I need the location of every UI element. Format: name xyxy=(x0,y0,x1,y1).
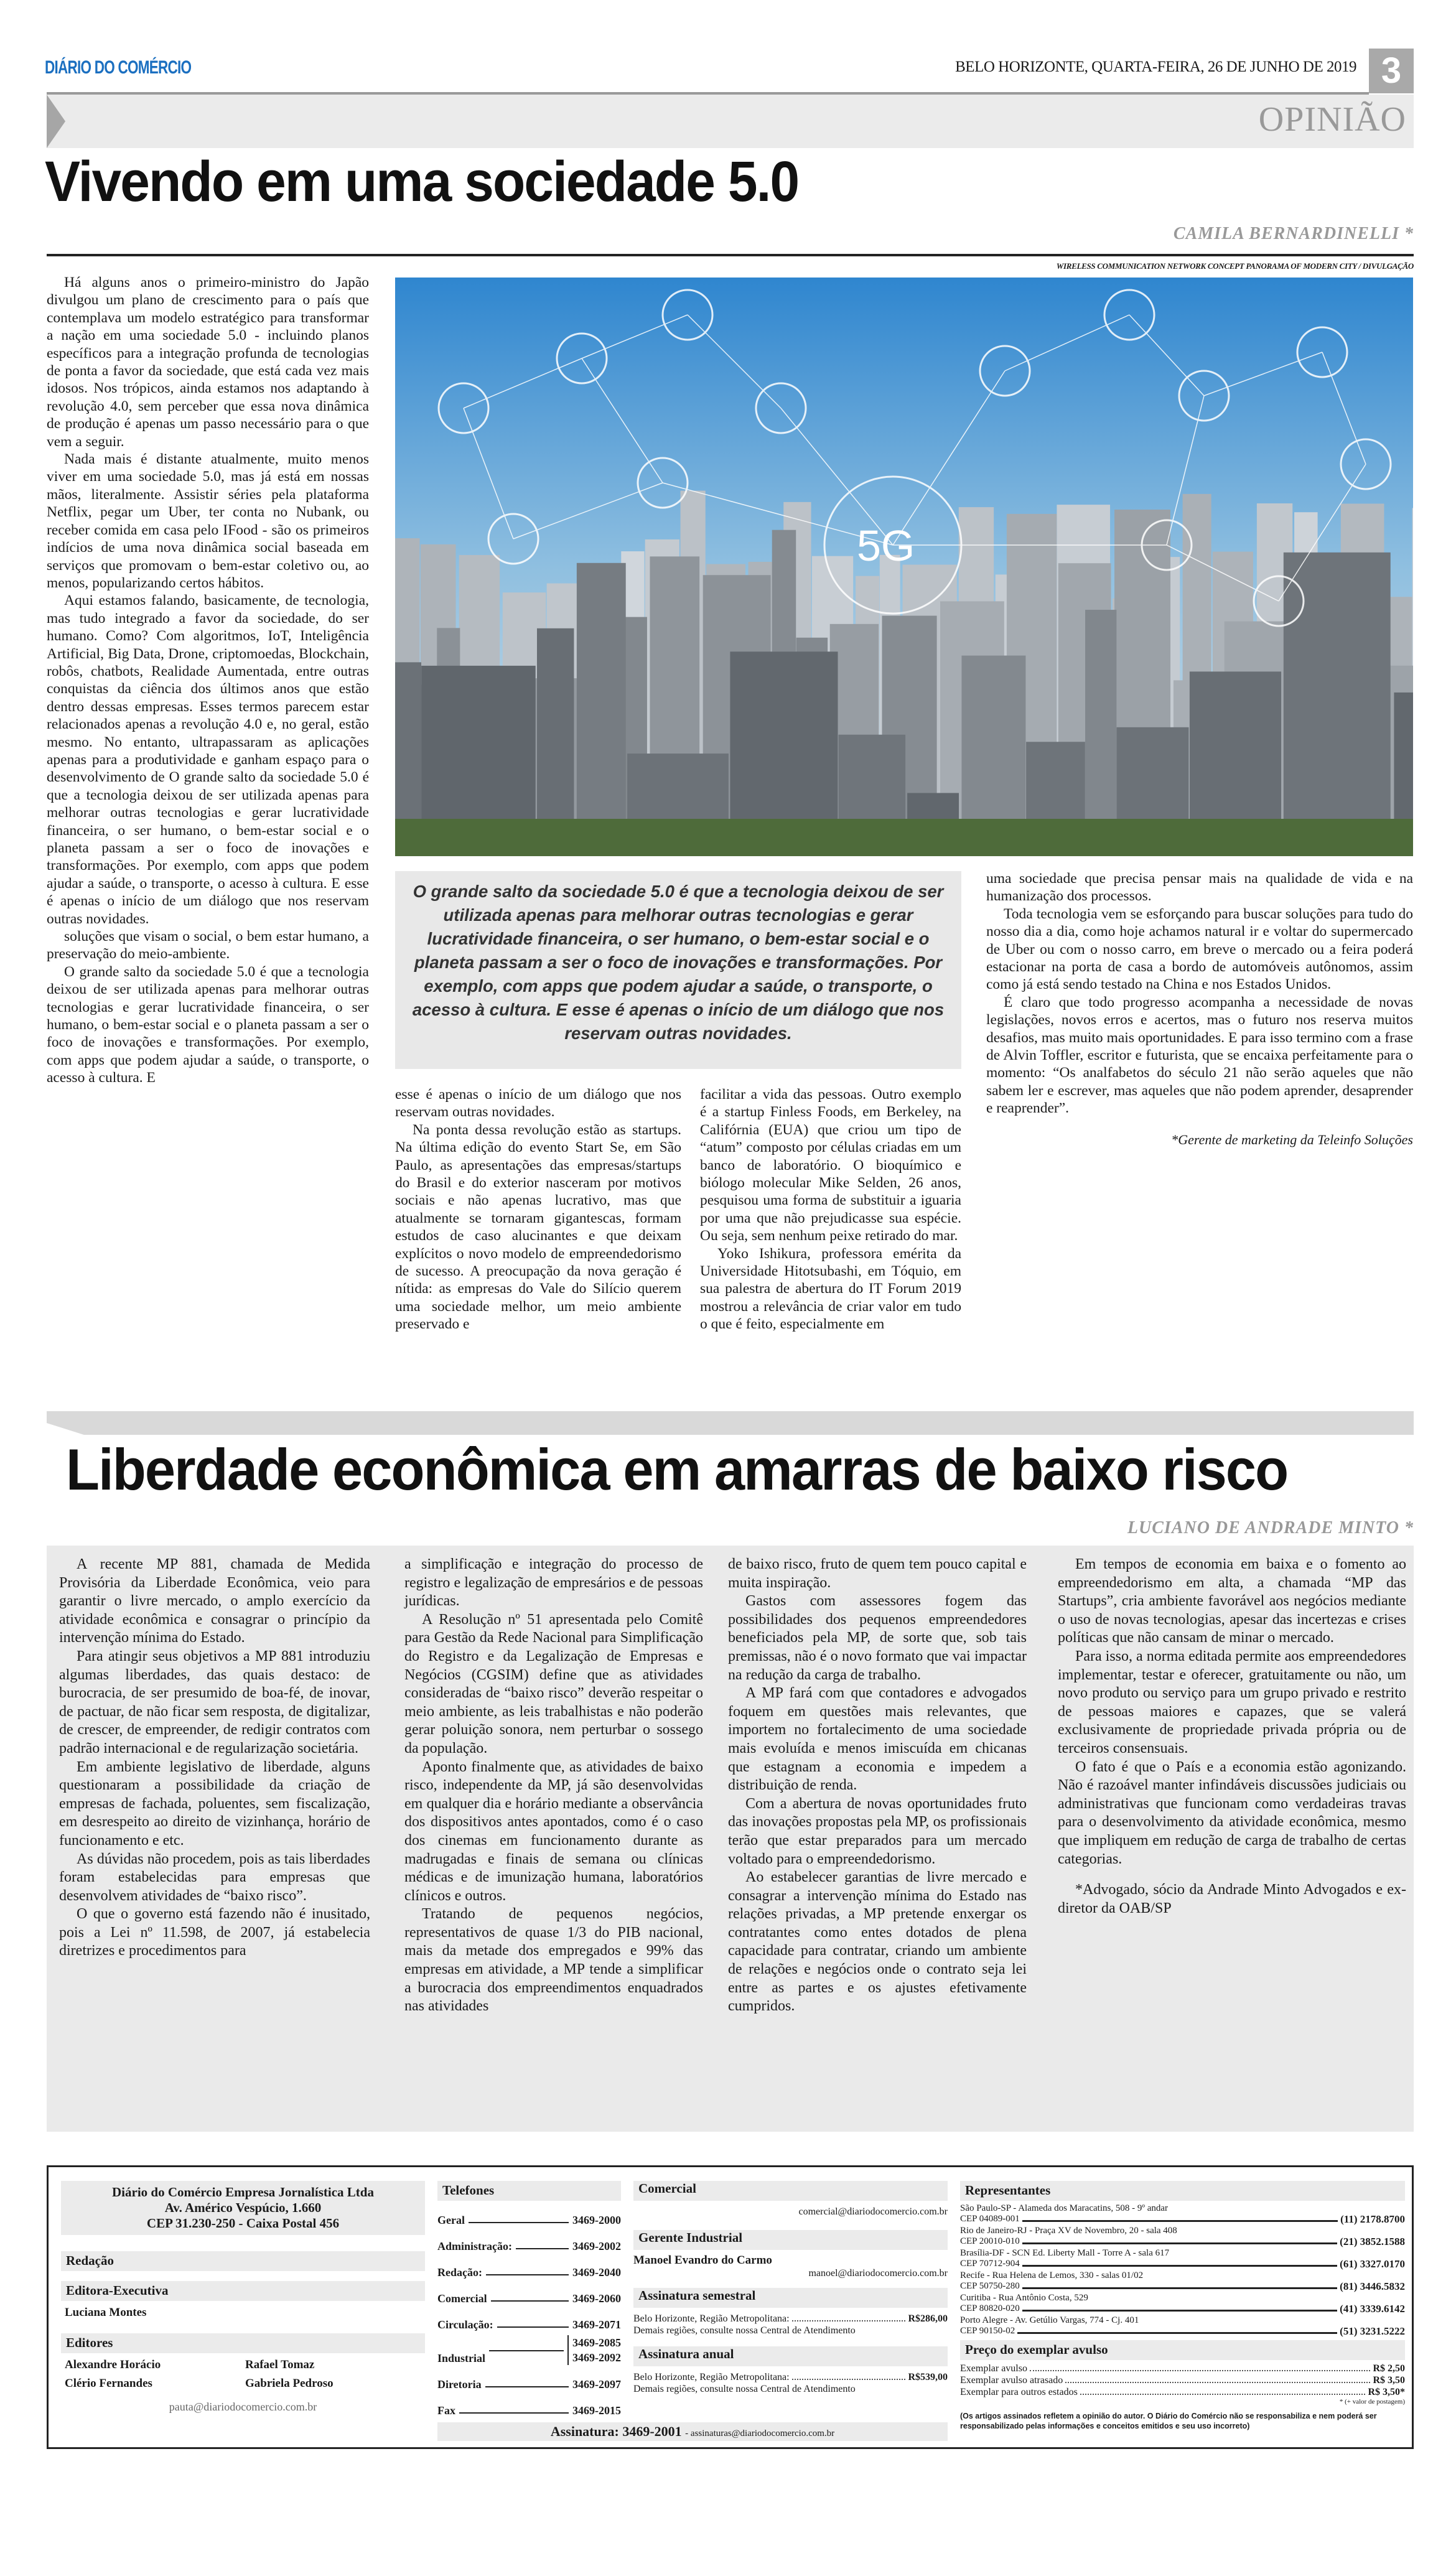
section-title: OPINIÃO xyxy=(1258,100,1406,139)
paragraph: A Resolução nº 51 apresentada pelo Comitê para Gestão da Rede Nacional para Simplificação do Registro e da Legalização de Empresas e Negócios (CGSIM) define que as atividades consideradas de “baixo risco” deverão respeitar o meio ambiente, as leis trabalhistas e não poderão gerar poluição sonora, nem perturbar o sossego da população. xyxy=(404,1611,703,1757)
article-column-2 xyxy=(395,1086,681,1333)
phone-number: 3469-2002 xyxy=(572,2240,621,2252)
rep-phone: (21) 3852.1588 xyxy=(1340,2236,1405,2247)
paragraph: Em ambiente legislativo de liberdade, alguns questionaram a possibilidade da criação de empresas de fachada, poluentes, sem fiscalização, em desrespeito ao direito de vizinhança, horário de funcionamento e etc. xyxy=(59,1758,370,1849)
rep-cep: CEP 80820-020 xyxy=(960,2303,1020,2313)
representative-row xyxy=(960,2203,1405,2224)
editores-heading: Editores xyxy=(61,2333,425,2353)
gerente-heading: Gerente Industrial xyxy=(633,2230,948,2250)
paragraph: Na ponta dessa revolução estão as startups. Na última edição do evento Start Se, em São Paulo, as apresentações das empresas/startups do Brasil e do exterior nasceram por motivos sociais e não apenas lucrativo, mas que atualmente se tornaram gigantescas, formam estudos de caso alucinantes e que deixam explícitos o novo modelo de empreendedorismo de sucesso. A preocupação da nova geração é nítida: as empresas do Vale do Silício querem uma sociedade melhor, um meio ambiente preservado e xyxy=(395,1121,681,1333)
rep-phone: (81) 3446.5832 xyxy=(1340,2280,1405,2292)
price-label: Exemplar avulso xyxy=(960,2363,1027,2374)
page-number: 3 xyxy=(1369,49,1414,93)
editor-name: Clério Fernandes xyxy=(65,2377,152,2390)
other-regions: Demais regiões, consulte nossa Central de Atendimento xyxy=(633,2384,856,2394)
redacao-heading: Redação xyxy=(61,2251,425,2271)
phone-number: 3469-2071 xyxy=(572,2318,621,2331)
phone-row xyxy=(437,2331,621,2365)
phone-number: 3469-2040 xyxy=(572,2266,621,2279)
paragraph: Toda tecnologia vem se esforçando para buscar soluções para tudo do nosso dia a dia, como hoje achamos natural ir e voltar do supermercado de Uber ou com o nosso carro, em breve o mercado ou a feira poderá estacionar na porta de casa a bordo de automóveis autônomos, assim como já está sendo testado na China e nos Estados Unidos. xyxy=(986,905,1413,993)
representative-row xyxy=(960,2315,1405,2336)
author-signature: *Gerente de marketing da Teleinfo Soluções xyxy=(1171,1131,1413,1147)
rep-address: Curitiba - Rua Antônio Costa, 529 xyxy=(960,2293,1088,2303)
paragraph: facilitar a vida das pessoas. Outro exemplo é a startup Finless Foods, em Berkeley, na Califórnia (EUA) que criou um tipo de “atum” composto por células criadas em um banco de laboratório. O bioquímico e biólogo molecular Mike Selden, 26 anos, pesquisou uma forma de substituir a iguaria por uma que não prejudicasse sua espécie. Ou seja, sem nenhum peixe retirado do mar. xyxy=(700,1086,961,1244)
editor-name: Gabriela Pedroso xyxy=(245,2377,334,2390)
rep-cep: CEP 04089-001 xyxy=(960,2214,1020,2224)
rep-phone: (11) 2178.8700 xyxy=(1340,2213,1405,2225)
reps-heading: Representantes xyxy=(960,2181,1405,2201)
paragraph: Há alguns anos o primeiro-ministro do Japão divulgou um plano de crescimento para o país que contemplava um modelo estratégico para transformar a nação em uma sociedade 5.0 - incluindo planos específicos para a integração profunda de tecnologias de ponta a favor da sociedade, que está cada vez mais idosos. Nos trópicos, ainda estamos nos adaptando à revolução 4.0, sem perceber que essa nova dinâmica de produção é apenas um passo necessário para o que vem a seguir. xyxy=(47,274,369,450)
article-column-2 xyxy=(404,1556,703,2016)
phone-row xyxy=(437,2391,621,2417)
rep-address: Recife - Rua Helena de Lemos, 330 - salas 01/02 xyxy=(960,2270,1144,2280)
rep-address: Rio de Janeiro-RJ - Praça XV de Novembro, 20 - sala 408 xyxy=(960,2226,1177,2236)
company-cep: CEP 31.230-250 - Caixa Postal 456 xyxy=(146,2216,340,2231)
paragraph: uma sociedade que precisa pensar mais na qualidade de vida e na humanização dos processos. xyxy=(986,870,1413,905)
newspaper-logo: DIÁRIO DO COMÉRCIO xyxy=(45,57,192,78)
representative-row xyxy=(960,2270,1405,2292)
company-info xyxy=(61,2181,425,2414)
phone-row xyxy=(437,2201,621,2227)
phone-row xyxy=(437,2279,621,2305)
phone-number: 3469-2015 xyxy=(572,2404,621,2417)
phone-label: Circulação: xyxy=(437,2318,493,2331)
photo-credit: WIRELESS COMMUNICATION NETWORK CONCEPT PANORAMA OF MODERN CITY / DIVULGAÇÃO xyxy=(1056,261,1414,271)
author-signature: *Advogado, sócio da Andrade Minto Advogados e ex-diretor da OAB/SP xyxy=(1058,1882,1406,1916)
other-regions: Demais regiões, consulte nossa Central de Atendimento xyxy=(633,2325,856,2336)
price-note: * (+ valor de postagem) xyxy=(1339,2398,1405,2405)
commercial-section xyxy=(633,2181,948,2395)
rep-phone: (61) 3327.0170 xyxy=(1340,2258,1405,2270)
representative-row xyxy=(960,2293,1405,2314)
5g-label: 5G xyxy=(857,521,915,570)
dateline: BELO HORIZONTE, QUARTA-FEIRA, 26 DE JUNHO DE 2019 xyxy=(955,58,1356,75)
article-column-3 xyxy=(700,1086,961,1333)
anual-price: R$539,00 xyxy=(908,2372,948,2382)
phone-row xyxy=(437,2365,621,2391)
paragraph: Aponto finalmente que, as atividades de baixo risco, independente da MP, já são desenvolvidas em qualquer dia e horário mediante a observância dos dispositivos antes apontados, como é o caso dos cinemas em funcionamento durante as madrugadas e finais de semana ou clínicas médicas e de imunização humana, laboratórios clínicos e outros. xyxy=(404,1758,703,1904)
gerente-email[interactable]: manoel@diariodocomercio.com.br xyxy=(808,2268,948,2279)
paragraph: Para atingir seus objetivos a MP 881 introduziu algumas liberdades, das quais destaco: de burocracia, de ser presumido de boa-fé, de inovar, de pactuar, de não ficar sem resposta, de digitalizar, de crescer, de empreender, de redigir contratos com padrão internacional e de regularização societária. xyxy=(59,1648,370,1757)
subscription-email[interactable]: - assinaturas@diariodocomercio.com.br xyxy=(685,2429,835,2438)
paragraph: Para isso, a norma editada permite aos empreendedores implementar, testar e oferecer, gratuitamente ou não, um novo produto ou serviço para um grupo privado e restrito de pessoas maiores e capazes, que se valerá exclusivamente de propriedade privada própria ou de terceiros consensuais. xyxy=(1058,1648,1406,1757)
article-column-1 xyxy=(47,274,369,1087)
anual-heading: Assinatura anual xyxy=(633,2346,948,2366)
article-column-1 xyxy=(59,1556,370,1961)
paragraph: O que o governo está fazendo não é inusitado, pois a Lei nº 11.598, de 2007, já estabelecia diretrizes e procedimentos para xyxy=(59,1906,370,1959)
phone-number: 3469-2097 xyxy=(572,2378,621,2391)
phone-number: 3469-2060 xyxy=(572,2292,621,2305)
phone-label: Comercial xyxy=(437,2292,487,2305)
phone-row xyxy=(437,2305,621,2331)
rep-phone: (41) 3339.6142 xyxy=(1340,2303,1405,2315)
phone-label: Industrial xyxy=(437,2352,486,2364)
paragraph: Nada mais é distante atualmente, muito menos viver em uma sociedade 5.0, mas já está em nossas mãos, literalmente. Assistir séries pela plataforma Netflix, pegar um Uber, ter conta no Nubank, ou receber comida em casa pelo IFood - são os primeiros indícios de uma nova dinâmica social baseada em serviços que promovam o bem-estar coletivo ou, ao menos, popularizando certos hábitos. xyxy=(47,451,369,591)
price-row xyxy=(960,2374,1405,2386)
phone-row xyxy=(437,2253,621,2279)
rep-phone: (51) 3231.5222 xyxy=(1340,2325,1405,2337)
gerente-name: Manoel Evandro do Carmo xyxy=(633,2254,772,2267)
comercial-email[interactable]: comercial@diariodocomercio.com.br xyxy=(798,2206,948,2217)
semestral-heading: Assinatura semestral xyxy=(633,2288,948,2308)
editor-name: Alexandre Horácio xyxy=(65,2358,161,2371)
representative-row xyxy=(960,2226,1405,2247)
rep-address: Brasília-DF - SCN Ed. Liberty Mall - Torre A - sala 617 xyxy=(960,2248,1170,2258)
phones-section xyxy=(437,2181,621,2417)
city-network-photo xyxy=(395,278,1413,856)
city-skyline-image xyxy=(395,278,1413,856)
phone-label: Administração: xyxy=(437,2240,512,2252)
phone-row xyxy=(437,2227,621,2253)
paragraph: É claro que todo progresso acompanha a necessidade de novas legislações, novos erros e acertos, mas o futuro nos reserva muitos desafios, mas muito mais oportunidades. E para isso termino com a frase de Alvin Toffler, escritor e futurista, que se encaixa perfeitamente para o momento: “Os analfabetos do século 21 não serão aqueles que não sabem ler e escrever, mas aqueles que não podem aprender, desaprender e reaprender”. xyxy=(986,994,1413,1117)
semestral-region: Belo Horizonte, Região Metropolitana: xyxy=(633,2313,790,2324)
paragraph: Ao estabelecer garantias de livre mercado e consagrar a intervenção mínima do Estado nas relações privadas, a MP pretende enxergar os contratantes como entes dotados de plena capacidade para contratar, criando um ambiente de relações e negócios onde o contrato seja lei entre as partes e os ajustes efetivamente cumpridos. xyxy=(728,1869,1027,2015)
phone-label: Diretoria xyxy=(437,2378,482,2391)
phones-heading: Telefones xyxy=(437,2181,621,2201)
phone-number: 3469-2000 xyxy=(572,2214,621,2226)
price-label: Exemplar avulso atrasado xyxy=(960,2375,1063,2386)
disclaimer: (Os artigos assinados refletem a opinião do autor. O Diário do Comércio não se responsabiliza e nem poderá ser responsabilizado pelas informações e conceitos emitidos e seu uso incorreto) xyxy=(960,2412,1377,2430)
subscription-phone: Assinatura: 3469-2001 xyxy=(550,2424,682,2439)
price-heading: Preço do exemplar avulso xyxy=(960,2340,1405,2360)
phone-number: 3469-2085 xyxy=(572,2336,621,2349)
price-value: R$ 3,50 xyxy=(1373,2375,1405,2386)
paragraph: Com a abertura de novas oportunidades fruto das inovações propostas pela MP, os profissionais terão que estar preparados para um mercado voltado para o empreendedorismo. xyxy=(728,1795,1027,1867)
editor-name: Rafael Tomaz xyxy=(245,2358,315,2371)
anual-region: Belo Horizonte, Região Metropolitana: xyxy=(633,2372,790,2382)
masthead-box xyxy=(47,2165,1414,2449)
article-column-4 xyxy=(986,870,1413,1149)
company-address: Av. Américo Vespúcio, 1.660 xyxy=(164,2200,322,2215)
paragraph: A recente MP 881, chamada de Medida Provisória da Liberdade Econômica, veio para garantir o livre mercado, o amplo exercício da atividade econômica e consagrar o princípio da intervenção mínima do Estado. xyxy=(59,1556,370,1646)
article-column-3 xyxy=(728,1556,1027,2016)
paragraph: a simplificação e integração do processo de registro e legalização de empresários e de pessoas jurídicas. xyxy=(404,1556,703,1610)
phone-label: Fax xyxy=(437,2404,455,2417)
paragraph: O fato é que o País e a economia estão agonizando. Não é razoável manter infindáveis discussões judiciais ou administrativas que funcionam como verdadeiras travas para o desenvolvimento da atividade econômica, mesmo que impliquem em redução de carga de trabalho de certas categorias. xyxy=(1058,1758,1406,1867)
building xyxy=(1284,553,1391,856)
price-value: R$ 3,50* xyxy=(1368,2387,1405,2397)
paragraph: Aqui estamos falando, basicamente, de tecnologia, mas tudo integrado a favor da sociedade, do ser humano. Como? Com algoritmos, IoT, Inteligência Artificial, Big Data, Drone, criptomoedas, Blockchain, robôs, chatbots, Realidade Aumentada, entre outras conquistas da ciência dos últimos anos que estão dentro dessas empresas. Esses termos parecem estar relacionados apenas a revolução 4.0 e, no geral, estão mesmo. No entanto, ultrapassaram as aplicações apenas para a produtividade e ganham espaço para o desenvolvimento de O grande salto da sociedade 5.0 é que a tecnologia deixou de ser utilizada apenas para melhorar outras tecnologias e gerar lucratividade financeira, o ser humano, o bem-estar social e o planeta passam a ser o foco de inovações e transformações. Por exemplo, com apps que podem ajudar a saúde, o transporte, o acesso à cultura. E esse é apenas o início de um diálogo que nos reservam outras novidades. xyxy=(47,592,369,927)
title-rule xyxy=(47,254,1414,256)
company-name: Diário do Comércio Empresa Jornalística Ltda xyxy=(112,2185,374,2200)
phone-number: 3469-2092 xyxy=(572,2351,621,2364)
article-column-4 xyxy=(1058,1556,1406,1918)
paragraph: Tratando de pequenos negócios, representativos de quase 1/3 do PIB nacional, mais da metade dos empregados e 99% das empresas em atividade, a MP tende a simplificar a burocracia dos empreendimentos enquadrados nas atividades xyxy=(404,1906,703,2015)
paragraph: soluções que visam o social, o bem estar humano, a preservação do meio-ambiente. xyxy=(47,928,369,963)
paragraph: Em tempos de economia em baixa e o fomento ao empreendedorismo em alta, a chamada “MP das Startups”, cria ambiente favorável aos negócios mediante o uso de novas tecnologias, apesar das incertezas e crises políticas que não cansam de minar o mercado. xyxy=(1058,1556,1406,1646)
representative-row xyxy=(960,2248,1405,2269)
price-row xyxy=(960,2386,1405,2398)
trees xyxy=(395,819,1413,856)
price-label: Exemplar para outros estados xyxy=(960,2387,1078,2397)
section-band xyxy=(47,95,1414,148)
paragraph: A MP fará com que contadores e advogados foquem em questões mais relevantes, que importem no fortalecimento de uma sociedade mais evoluída e menos imiscuída em chicanas que estagnam a economia e impedem a distribuição de renda. xyxy=(728,1685,1027,1794)
phone-label: Geral xyxy=(437,2214,465,2226)
representatives-section xyxy=(960,2181,1405,2431)
subscription-bar xyxy=(437,2422,948,2441)
pull-quote: O grande salto da sociedade 5.0 é que a tecnologia deixou de ser utilizada apenas para melhorar outras tecnologias e gerar lucratividade financeira, o ser humano, o bem-estar social e o planeta passam a ser o foco de inovações e transformações. Por exemplo, com apps que podem ajudar a saúde, o transporte, o acesso à cultura. E esse é apenas o início de um diálogo que nos reservam outras novidades. xyxy=(395,871,961,1069)
semestral-price: R$286,00 xyxy=(908,2313,948,2324)
editora-heading: Editora-Executiva xyxy=(61,2281,425,2301)
paragraph: esse é apenas o início de um diálogo que nos reservam outras novidades. xyxy=(395,1086,681,1121)
price-row xyxy=(960,2363,1405,2374)
rep-address: Porto Alegre - Av. Getúlio Vargas, 774 - Cj. 401 xyxy=(960,2315,1139,2325)
article-separator xyxy=(47,1411,1414,1435)
pauta-email[interactable]: pauta@diariodocomercio.com.br xyxy=(169,2401,317,2413)
editora-name: Luciana Montes xyxy=(65,2306,147,2319)
paragraph: de baixo risco, fruto de quem tem pouco capital e muita inspiração. xyxy=(728,1556,1027,1591)
paragraph: Gastos com assessores fogem das possibilidades dos pequenos empreendedores beneficiados pela MP, de sorte que, sob tais premissas, não é o novo formato que vai impactar na redução da carga de trabalho. xyxy=(728,1593,1027,1683)
paragraph: O grande salto da sociedade 5.0 é que a tecnologia deixou de ser utilizada apenas para melhorar outras tecnologias e gerar lucratividade financeira, o ser humano, o bem-estar social e o planeta passam a ser o foco de inovações e transformações. Por exemplo, com apps que podem ajudar a saúde, o transporte, o acesso à cultura. E xyxy=(47,963,369,1086)
building xyxy=(577,563,626,856)
article-byline: LUCIANO DE ANDRADE MINTO * xyxy=(1127,1518,1414,1537)
phone-label: Redação: xyxy=(437,2266,482,2279)
price-value: R$ 2,50 xyxy=(1373,2363,1405,2374)
rep-cep: CEP 50750-280 xyxy=(960,2281,1020,2291)
arrow-icon xyxy=(47,95,65,148)
article-title: Liberdade econômica em amarras de baixo risco xyxy=(66,1437,1288,1502)
paragraph: Yoko Ishikura, professora emérita da Universidade Hitotsubashi, em Tóquio, em sua palestra de abertura do IT Forum 2019 mostrou a relevância de criar valor em tudo o que é feito, especialmente em xyxy=(700,1245,961,1333)
rep-cep: CEP 20010-010 xyxy=(960,2236,1020,2246)
paragraph: As dúvidas não procedem, pois as tais liberdades foram estabelecidas para empresas que desenvolvem atividades de “baixo risco”. xyxy=(59,1850,370,1904)
article-title: Vivendo em uma sociedade 5.0 xyxy=(45,150,799,213)
rep-cep: CEP 90150-02 xyxy=(960,2326,1015,2336)
comercial-heading: Comercial xyxy=(633,2181,948,2201)
rep-cep: CEP 70712-904 xyxy=(960,2259,1020,2269)
article-byline: CAMILA BERNARDINELLI * xyxy=(1173,224,1414,243)
rep-address: São Paulo-SP - Alameda dos Maracatins, 508 - 9º andar xyxy=(960,2203,1169,2213)
